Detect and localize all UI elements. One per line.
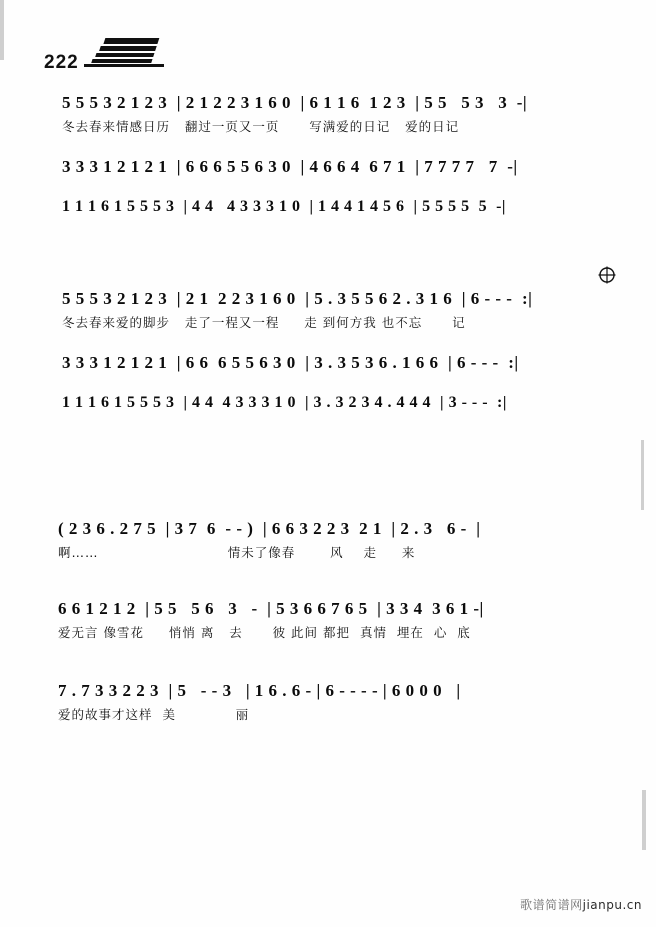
notation-text: 1 1 1 6 1 5 5 5 3 | 4 4 4 3 3 3 1 0 | 3 . 3 2 3 4 . 4 4 4 | 3 - - - :| <box>62 394 507 411</box>
notation-line <box>62 196 582 222</box>
notation-text: 7 . 7 3 3 2 2 3 | 5 - - 3 | 1 6 . 6 - | 6 - - - - | 6 0 0 0 | <box>58 681 461 700</box>
lyric-line <box>62 118 582 138</box>
music-system-2 <box>62 288 602 418</box>
lyric-text: 爱无言 像雪花 悄悄 离 去 彼 此间 都把 真情 埋在 心 底 <box>58 625 471 640</box>
scan-edge-mark <box>641 440 644 510</box>
notation-text: 3 3 3 1 2 1 2 1 | 6 6 6 5 5 6 3 0 | 4 6 6 4 6 7 1 | 7 7 7 7 7 -| <box>62 157 518 176</box>
watermark-prefix: 歌谱简谱网 <box>520 898 583 912</box>
notation-text: 5 5 5 3 2 1 2 3 | 2 1 2 2 3 1 6 0 | 6 1 1 6 1 2 3 | 5 5 5 3 3 -| <box>62 93 528 112</box>
music-system-4 <box>58 598 598 644</box>
notation-line <box>62 92 582 118</box>
notation-line <box>62 156 582 182</box>
lyric-text: 冬去春来情感日历 翻过一页又一页 写满爱的日记 爱的日记 <box>62 119 460 134</box>
music-system-5 <box>58 680 598 726</box>
scan-edge-mark <box>0 0 4 60</box>
page-number: 222 <box>44 52 79 73</box>
lyric-text: 冬去春来爱的脚步 走了一程又一程 走 到何方我 也不忘 记 <box>62 315 466 330</box>
site-watermark <box>520 896 642 913</box>
notation-text: 1 1 1 6 1 5 5 5 3 | 4 4 4 3 3 3 1 0 | 1 4 4 1 4 5 6 | 5 5 5 5 5 -| <box>62 198 506 215</box>
lyric-line <box>58 706 598 726</box>
notation-line <box>58 680 598 706</box>
scan-edge-mark <box>642 790 646 850</box>
notation-text: 6 6 1 2 1 2 | 5 5 5 6 3 - | 5 3 6 6 7 6 5 | 3 3 4 3 6 1 -| <box>58 599 484 618</box>
music-system-3 <box>58 518 598 564</box>
watermark-site: jianpu.cn <box>582 898 642 912</box>
notation-text: ( 2 3 6 . 2 7 5 | 3 7 6 - - ) | 6 6 3 2 2 3 2 1 | 2 . 3 6 - | <box>58 519 481 538</box>
lyric-line <box>58 544 598 564</box>
music-system-1 <box>62 92 582 222</box>
notation-line <box>62 392 602 418</box>
notation-line <box>62 288 602 314</box>
lyric-text: 啊…… 情未了像春 风 走 来 <box>58 545 416 560</box>
notation-text: 5 5 5 3 2 1 2 3 | 2 1 2 2 3 1 6 0 | 5 . 3 5 5 6 2 . 3 1 6 | 6 - - - :| <box>62 289 533 308</box>
notation-line <box>58 598 598 624</box>
lyric-text: 爱的故事才这样 美 丽 <box>58 707 250 722</box>
lyric-line <box>62 314 602 334</box>
notation-line <box>58 518 598 544</box>
lyric-line <box>58 624 598 644</box>
notation-text: 3 3 3 1 2 1 2 1 | 6 6 6 5 5 6 3 0 | 3 . 3 5 3 6 . 1 6 6 | 6 - - - :| <box>62 353 519 372</box>
notation-line <box>62 352 602 378</box>
repeat-coda-icon <box>598 266 616 284</box>
piano-keys-icon <box>84 36 164 70</box>
